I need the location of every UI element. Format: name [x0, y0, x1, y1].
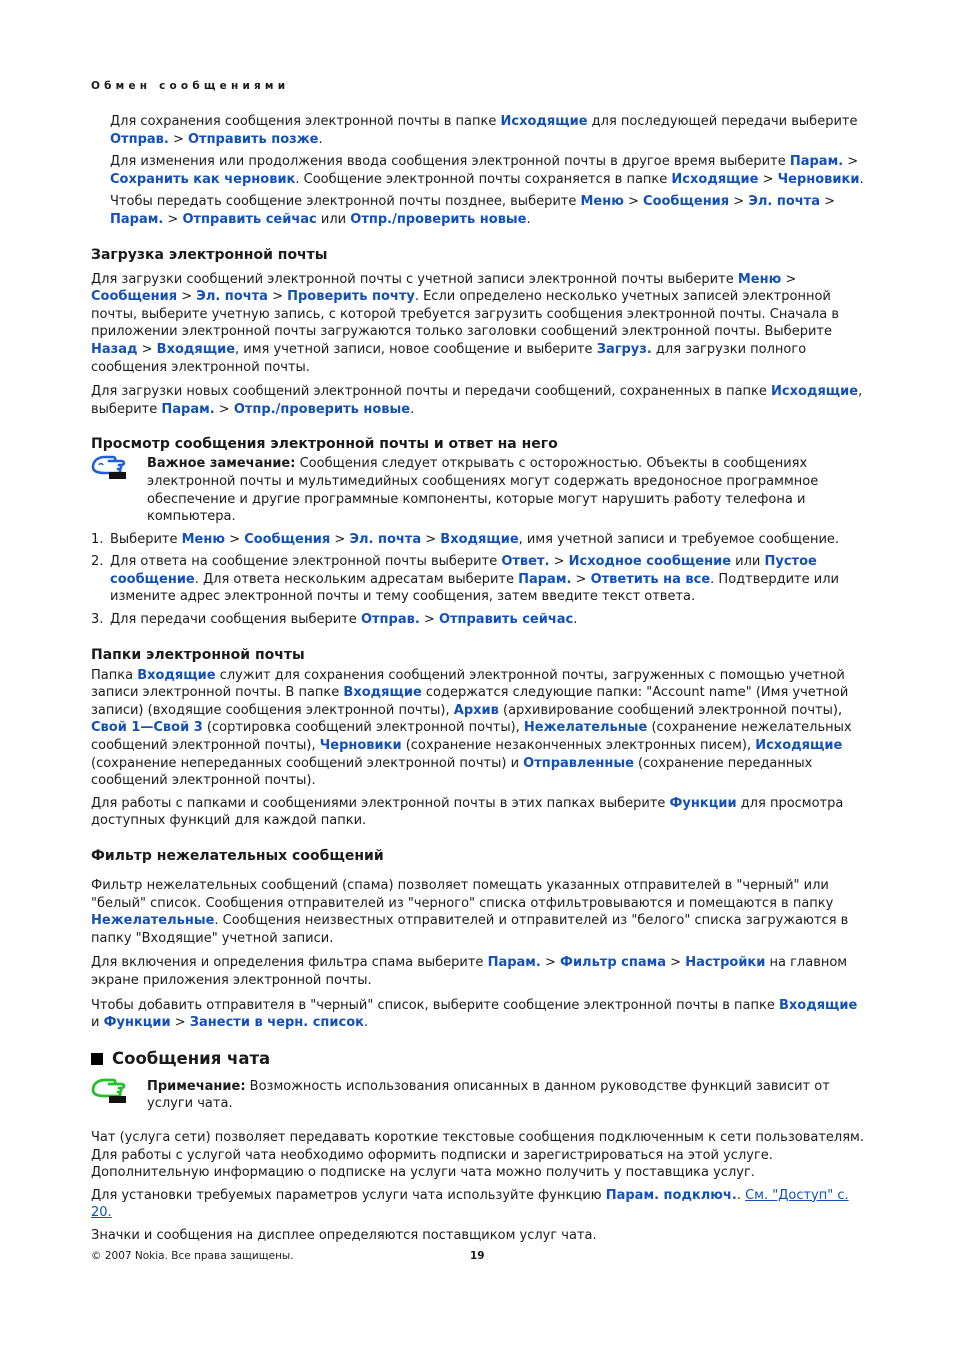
paragraph-save-draft — [91, 153, 864, 188]
text: на главном экране приложения электронной почты. — [91, 955, 848, 988]
text: Для загрузки новых сообщений электронной почты и передачи сообщений, сохраненных в папке — [91, 384, 772, 400]
menu-path-item: Исходящие — [671, 171, 759, 187]
menu-path-item: Сообщения — [91, 289, 178, 305]
folder-name: Свой 1—Свой 3 — [91, 720, 203, 736]
menu-path-item: Исходящие — [771, 384, 859, 400]
text: для загрузки полного сообщения электронной почты. — [91, 341, 807, 375]
heading-email-folders: Папки электронной почты — [91, 646, 305, 663]
black-square-bullet-icon — [91, 1053, 103, 1065]
paragraph-chat-2 — [91, 1187, 864, 1222]
text: Для изменения или продолжения ввода сообщения электронной почты в другое время выберите — [110, 154, 790, 170]
menu-path-item: Функции — [669, 795, 737, 811]
path-separator: > — [421, 531, 441, 547]
menu-path-item: Отправить сейчас — [438, 612, 574, 628]
note-label: Примечание: — [147, 1078, 246, 1094]
text: для последующей передачи выберите — [587, 114, 858, 129]
list-item — [91, 553, 864, 606]
text: Папка — [91, 667, 138, 683]
heading-spam-filter: Фильтр нежелательных сообщений — [91, 848, 384, 864]
text: . — [736, 1187, 746, 1203]
path-separator: > — [729, 194, 749, 210]
path-separator: > — [224, 531, 245, 547]
path-separator: > — [623, 194, 644, 210]
text: или — [731, 554, 765, 570]
path-separator: > — [163, 211, 183, 227]
path-separator: > — [781, 271, 797, 287]
text: . Подтвердите или измените адрес электронной почты и тему сообщения, затем введите текст ответа. — [110, 571, 839, 605]
folder-name: Входящие — [343, 685, 422, 701]
path-separator: > — [330, 531, 350, 547]
paragraph-folders-2 — [91, 795, 864, 830]
path-separator: > — [168, 131, 188, 147]
paragraph-folders-1 — [91, 667, 864, 790]
text: или — [316, 211, 351, 227]
text: Для ответа на сообщение электронной почты выберите — [110, 554, 502, 570]
text: и — [91, 1015, 104, 1031]
text: . Сообщение электронной почты сохраняется в папке — [295, 171, 672, 187]
menu-path-item: Парам. — [110, 211, 164, 227]
page-number: 19 — [470, 1250, 485, 1262]
text: , выберите — [91, 384, 863, 417]
paragraph-download-2 — [91, 383, 864, 418]
menu-path-item: Отпр./проверить новые — [350, 211, 527, 227]
menu-path-item: Сообщения — [643, 194, 730, 210]
paragraph-spam-3 — [91, 997, 864, 1032]
note-text — [147, 1078, 864, 1113]
path-separator: > — [758, 171, 778, 187]
page-content — [91, 113, 864, 1245]
paragraph-save-outbox — [91, 113, 864, 148]
folder-name: Черновики — [319, 738, 402, 754]
text: (сохранение незаконченных электронных писем), — [401, 738, 756, 754]
menu-path-item: Отправить позже — [187, 131, 319, 147]
menu-path-item: Ответить на все — [590, 571, 711, 587]
menu-path-item: Парам. — [161, 401, 215, 417]
menu-path-item: Эл. почта — [748, 194, 820, 210]
menu-path-item: Функции — [103, 1015, 171, 1031]
path-separator: > — [267, 289, 288, 305]
menu-path-item: Исходное сообщение — [568, 554, 732, 570]
heading-view-reply: Просмотр сообщения электронной почты и ответ на него — [91, 436, 558, 453]
menu-path-item: Входящие — [440, 531, 519, 547]
text: . — [526, 211, 531, 227]
text: Возможность использования описанных в данном руководстве функций зависит от услуги чата. — [147, 1078, 830, 1112]
menu-path-item: Черновики — [777, 171, 860, 187]
text: (сортировка сообщений электронной почты), — [202, 720, 524, 736]
text: . Если определено несколько учетных записей электронной почты, выберите учетную запись, с которой требуется загрузить сообщения электронной почты. Сначала в приложении электронной почты загружаются только заголовки сообщений электронной почты. Выберите — [91, 289, 839, 340]
paragraph-chat-1: Чат (услуга сети) позволяет передавать короткие текстовые сообщения подключенным к сети пользователям. Для работы с услугой чата необходимо оформить подписки и зарегистрироваться на этой услуге. Дополнительную информацию о подписке на услуги чата можно получить у поставщика услуг. — [91, 1129, 864, 1181]
text: Для включения и определения фильтра спама выберите — [91, 955, 488, 971]
text: служит для сохранения сообщений электронной почты, загруженных с помощью учетной записи электронной почты. В папке — [91, 667, 845, 701]
path-separator: > — [419, 612, 439, 628]
menu-path-item: Парам. подключ. — [605, 1187, 737, 1203]
menu-path-item: Меню — [580, 194, 624, 210]
menu-path-item: Отпр./проверить новые — [233, 401, 411, 417]
list-number: 1. — [91, 531, 104, 547]
menu-path-item: Проверить почту — [287, 289, 415, 305]
path-separator: > — [571, 571, 591, 587]
menu-path-item: Настройки — [685, 955, 766, 971]
warning-label: Важное замечание: — [147, 456, 296, 472]
text: Для сохранения сообщения электронной почты в папке — [110, 114, 501, 129]
text: . — [410, 401, 415, 417]
menu-path-item: Отправ. — [110, 131, 169, 147]
menu-path-item: Занести в черн. список — [189, 1015, 364, 1031]
warning-pointing-hand-icon — [91, 455, 127, 481]
path-separator: > — [170, 1015, 190, 1031]
path-separator: > — [819, 194, 836, 210]
heading-email-download: Загрузка электронной почты — [91, 246, 328, 263]
menu-path-item: Эл. почта — [196, 289, 268, 305]
text: (архивирование сообщений электронной почты), — [498, 702, 843, 718]
list-number: 3. — [91, 612, 104, 628]
text: Для установки требуемых параметров услуги чата используйте функцию — [91, 1187, 606, 1203]
text: . Сообщения неизвестных отправителей и отправителей из "белого" списка загружаются в папку "Входящие" учетной записи. — [91, 913, 849, 946]
list-item — [91, 531, 864, 549]
folder-name: Архив — [453, 702, 499, 718]
menu-path-item: Сообщения — [244, 531, 331, 547]
text: Чтобы добавить отправителя в "черный" список, выберите сообщение электронной почты в папке — [91, 997, 779, 1013]
running-header: Обмен сообщениями — [91, 80, 290, 92]
footer-copyright: © 2007 Nokia. Все права защищены. — [91, 1250, 294, 1262]
text: . — [363, 1015, 369, 1031]
text: Фильтр нежелательных сообщений (спама) позволяет помещать указанных отправителей в "черный" или "белый" список. Сообщения отправителей из "черного" списка отфильтровываются и помещаются в папку — [91, 878, 834, 911]
paragraph-chat-3: Значки и сообщения на дисплее определяются поставщиком услуг чата. — [91, 1227, 597, 1243]
menu-path-item: Эл. почта — [349, 531, 422, 547]
menu-path-item: Назад — [91, 341, 138, 357]
list-item — [91, 611, 864, 629]
path-separator: > — [549, 554, 569, 570]
text: для просмотра доступных функций для каждой папки. — [91, 795, 844, 829]
heading-chat-messages — [91, 1049, 864, 1069]
text: (сохранение нежелательных сообщений электронной почты), — [91, 720, 852, 754]
warning-note — [91, 455, 864, 525]
section-title: Сообщения чата — [112, 1048, 271, 1068]
text: . — [573, 612, 578, 628]
chat-note — [91, 1078, 864, 1113]
path-separator: > — [843, 154, 859, 170]
menu-path-item: Загруз. — [596, 341, 652, 357]
menu-path-item: Фильтр спама — [560, 955, 667, 971]
folder-name: Отправленные — [523, 755, 634, 771]
paragraph-spam-2 — [91, 954, 864, 989]
menu-path-item: Сохранить как черновик — [110, 171, 296, 187]
paragraph-spam-1 — [91, 877, 864, 947]
cross-reference-link[interactable]: См. "Доступ" с. 20. — [91, 1187, 849, 1221]
steps-list — [91, 531, 864, 629]
menu-path-item: Ответ. — [501, 554, 550, 570]
menu-path-item: Отправ. — [360, 612, 420, 628]
text: содержатся следующие папки: "Account name" (Имя учетной записи) (входящие сообщения электронной почты), — [91, 685, 849, 718]
folder-name: Входящие — [137, 667, 216, 683]
note-pointing-hand-icon — [91, 1078, 127, 1104]
folder-name: Нежелательные — [523, 720, 648, 736]
text: Для загрузки сообщений электронной почты с учетной записи электронной почты выберите — [91, 271, 738, 287]
text: . Для ответа нескольким адресатам выберите — [194, 571, 519, 587]
menu-path-item: Меню — [737, 271, 782, 287]
menu-path-item: Парам. — [789, 154, 844, 170]
menu-path-item: Парам. — [487, 955, 541, 971]
list-number: 2. — [91, 554, 104, 570]
paragraph-send-later — [91, 193, 864, 228]
menu-path-item: Пустое сообщение — [110, 554, 817, 587]
path-separator: > — [137, 341, 157, 357]
text: . — [859, 171, 864, 187]
text: Для передачи сообщения выберите — [110, 612, 361, 628]
path-separator: > — [214, 401, 234, 417]
text: . — [318, 131, 323, 147]
path-separator: > — [177, 289, 197, 305]
folder-name: Входящие — [778, 997, 858, 1013]
warning-text — [147, 455, 864, 525]
paragraph-download-1 — [91, 271, 864, 377]
text: Чтобы передать сообщение электронной почты позднее, выберите — [110, 194, 581, 210]
path-separator: > — [666, 955, 686, 971]
text: , имя учетной записи и требуемое сообщение. — [518, 531, 840, 547]
menu-path-item: Входящие — [156, 341, 236, 357]
folder-name: Исходящие — [755, 738, 843, 754]
text: (сохранение непереданных сообщений электронной почты) и — [91, 755, 524, 771]
text: Сообщения следует открывать с осторожностью. Объекты в сообщениях электронной почты и мультимедийных сообщениях могут содержать вредоносное программное обеспечение и другие программные компоненты, которые могут нарушить работу телефона и компьютера. — [147, 456, 819, 525]
text: Для работы с папками и сообщениями электронной почты в этих папках выберите — [91, 795, 670, 811]
menu-path-item: Меню — [181, 531, 225, 547]
menu-path-item: Исходящие — [500, 114, 588, 129]
folder-name: Нежелательные — [91, 913, 215, 929]
text: (сохранение переданных сообщений электронной почты). — [91, 755, 813, 789]
text: , имя учетной записи, новое сообщение и выберите — [235, 341, 597, 357]
text: Выберите — [110, 531, 182, 547]
menu-path-item: Отправить сейчас — [182, 211, 317, 227]
path-separator: > — [540, 955, 561, 971]
menu-path-item: Парам. — [518, 571, 572, 587]
